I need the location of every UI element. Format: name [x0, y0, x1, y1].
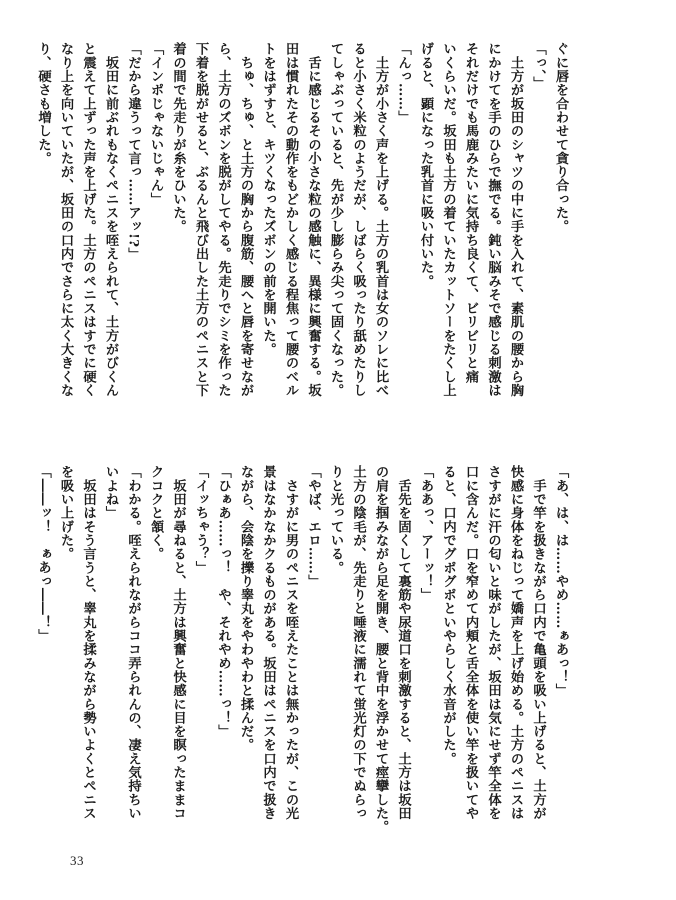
text-line: 土方が坂田のシャツの中に手を入れて、素肌の腰から胸	[508, 42, 523, 397]
text-line: 「んっ……」	[395, 42, 411, 124]
text-line: 口に含んだ。口を窄めて内頬と舌全体を使い竿を扱いてや	[463, 465, 478, 820]
text-line: ると小さく米粒のようだが、しばらく吸ったり舐めたりし	[350, 42, 366, 397]
text-line: にかけてを手のひらで撫でる。鈍い脳みそで感じる刺激は	[485, 42, 501, 397]
text-line: 舌に感じるその小さな粒の感触に、異様に興奮する。坂	[305, 42, 321, 397]
text-line: 「インポじゃないじゃん」	[148, 42, 163, 206]
text-line: それだけでも馬鹿みたいに気持ち良くて、ビリビリと痛	[463, 42, 478, 384]
text-line: 着の間で先走りが糸をひいた。	[170, 42, 186, 234]
text-line: 坂田に前ぶれもなくペニスを咥えられて、土方がびくん	[103, 42, 118, 397]
text-line: 田は慣れたその動作をもどかしく感じる程焦って腰のベル	[283, 42, 298, 397]
text-line: 「あ、は、は……やめ……ぁあっ！」	[553, 465, 568, 698]
text-line: 「イッちゃう？」	[193, 465, 208, 575]
text-line: ながら、会陰を擽り睾丸をやわやわと揉んだ。	[238, 465, 253, 752]
text-line: なり上を向いていたが、坂田の口内でさらに太く大きくな	[58, 42, 73, 397]
page-number: 33	[70, 853, 84, 868]
text-line: と震えて上ずった声を上げた。土方のペニスはすでに硬く	[80, 42, 96, 397]
text-line: 景はなかなかクるものがある。坂田はペニスを口内で扱き	[260, 465, 276, 820]
text-line: 土方の陰毛が、先走りと唾液に濡れて蛍光灯の下でぬらっ	[350, 465, 366, 820]
text-line: クコクと頷く。	[148, 465, 163, 561]
text-line: トをはずすと、キツくなったズボンの前を開いた。	[260, 42, 276, 356]
text-line: 下着を脱がせると、ぶるんと飛び出した土方のペニスと下	[193, 42, 208, 397]
text-line: 坂田はそう言うと、睾丸を揉みながら勢いよくとペニス	[80, 465, 96, 820]
text-line: さすがに男のペニスを咥えたことは無かったが、この光	[283, 465, 298, 820]
text-line: 坂田が尋ねると、土方は興奮と快感に目を瞑ったままコ	[170, 465, 186, 820]
text-line: いよね」	[103, 465, 118, 520]
text-line: 快感に身体をねじって嬌声を上げ始める。土方のペニスは	[508, 465, 523, 820]
text-line: 舌先を固くして裏筋や尿道口を刺激すると、土方は坂田	[395, 465, 411, 820]
text-line: ぐに唇を合わせて貪り合った。	[553, 42, 568, 234]
text-line: ると、口内でグポグポといやらしく水音がした。	[440, 465, 456, 766]
text-line: を吸い上げた。	[58, 465, 73, 561]
text-line: さすがに汗の匂いと味がしたが、坂田は気にせず竿全体を	[485, 465, 501, 820]
text-line: 「――ッ！ ぁあっ――！」	[35, 465, 51, 643]
text-line: 「やば、エロ……」	[305, 465, 321, 588]
text-line: 土方が小さく声を上げる。土方の乳首は女のソレに比べ	[373, 42, 388, 397]
text-line: ちゅ、ちゅ、と土方の胸から腹筋、腰へと唇を寄せなが	[238, 42, 253, 397]
upper-text-block	[35, 42, 571, 442]
text-line: りと光っている。	[328, 465, 343, 575]
text-line: 「ああっ、アーッ！」	[418, 465, 433, 602]
text-line: 「わかる。咥えられながらココ弄られんの、凄え気持ちい	[125, 465, 141, 820]
lower-text-block	[35, 465, 571, 835]
text-line: 手で竿を扱きながら口内で亀頭を吸い上げると、土方が	[530, 465, 546, 820]
text-line: いくらいだ。坂田も土方の着ていたカットソーをたくし上	[440, 42, 456, 397]
text-line: の肩を掴みながら足を開き、腰と背中を浮かせて痙攣した。	[373, 465, 388, 834]
text-line: 「だから違うって言っ……アッ!?」	[125, 42, 141, 262]
text-line: 「っ、」	[530, 42, 546, 90]
text-line: 「ひぁあ……っ！ や、それやめ……っ！」	[215, 465, 231, 738]
text-line: てしゃぶっていると、先が少し膨らみ尖って固くなった。	[328, 42, 343, 397]
text-line: ら、土方のズボンを脱がしてやる。先走りでシミを作った	[215, 42, 231, 397]
text-line: げると、顕になった乳首に吸い付いた。	[418, 42, 433, 288]
text-line: り、硬さも増した。	[35, 42, 51, 165]
